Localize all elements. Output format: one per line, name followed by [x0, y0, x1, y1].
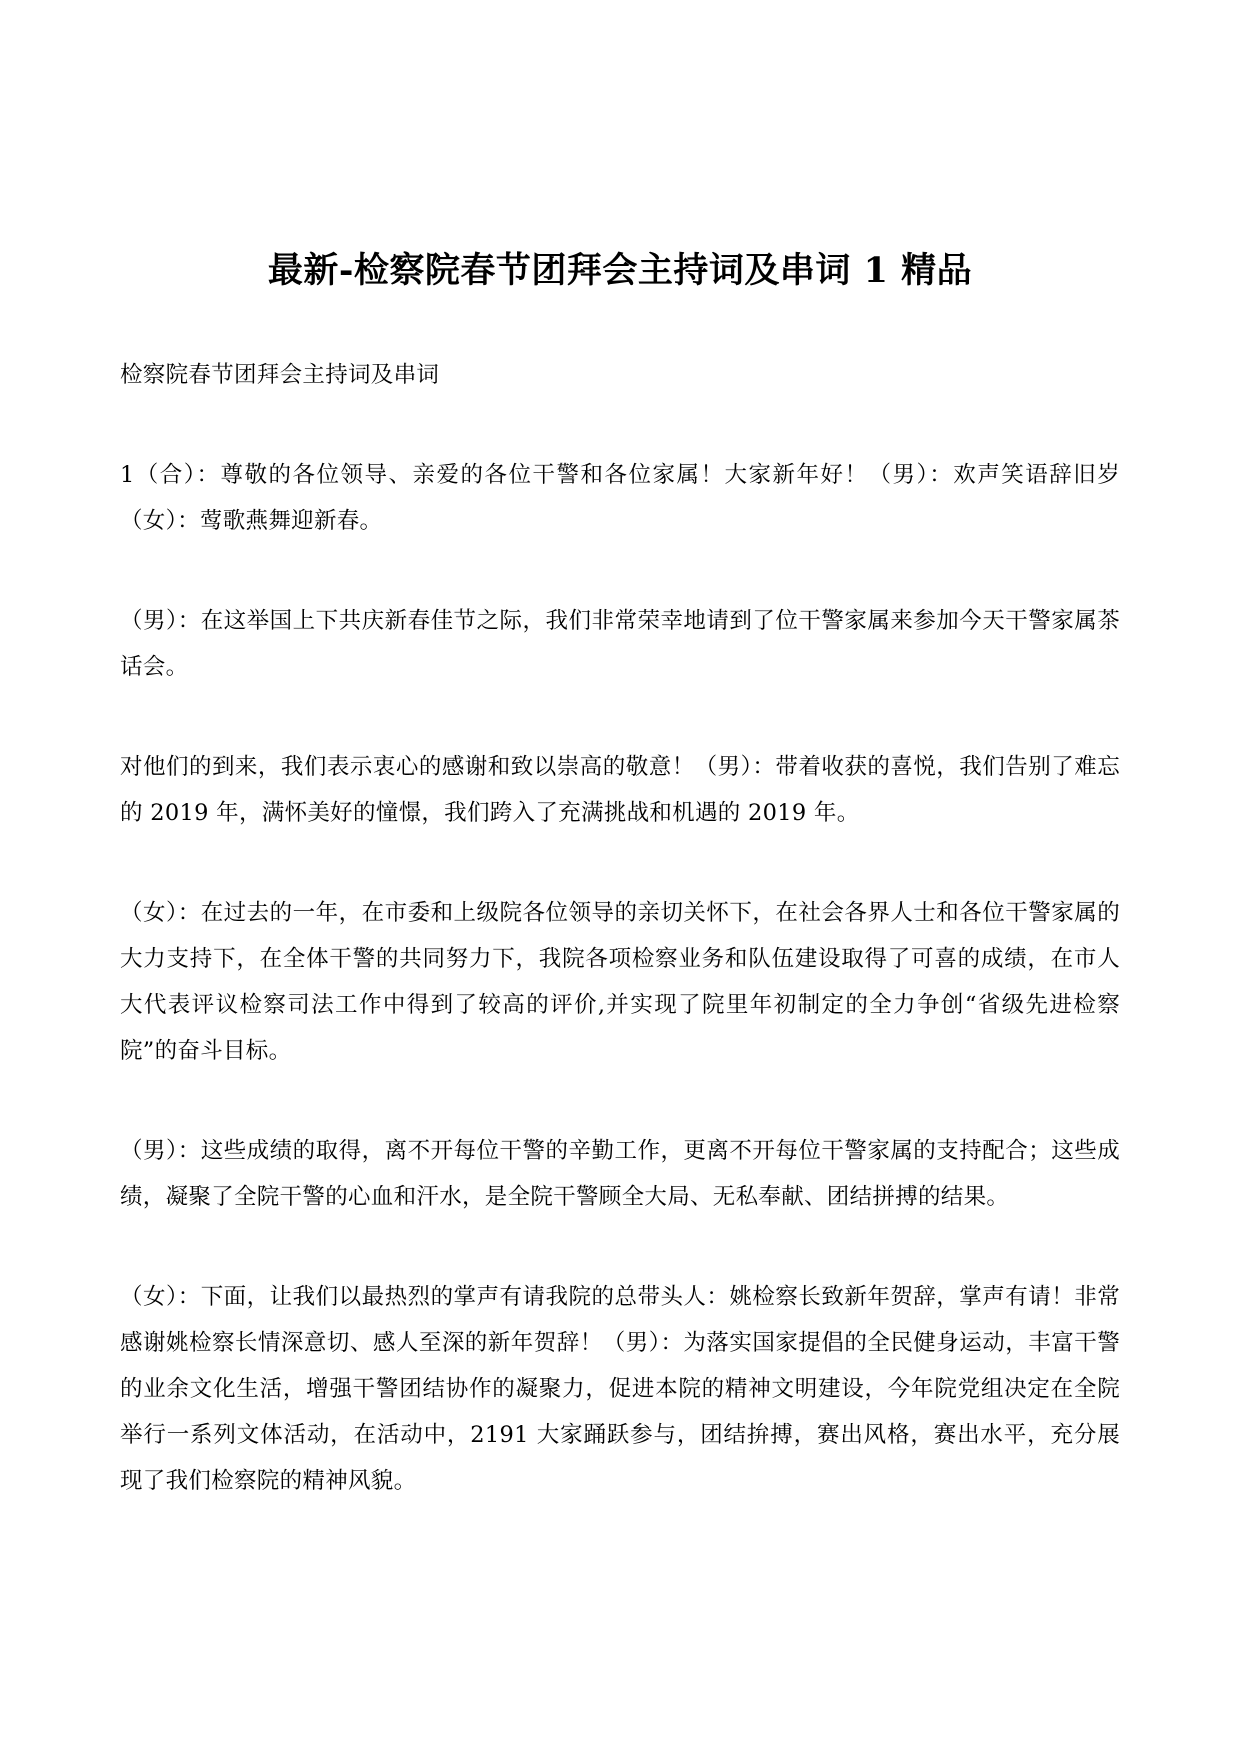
- paragraph-5: （男）：这些成绩的取得，离不开每位干警的辛勤工作，更离不开每位干警家属的支持配合；这些成绩，凝聚了全院干警的心血和汗水，是全院干警顾全大局、无私奉献、团结拼搏的结果。: [120, 1138, 1120, 1210]
- document-title: 最新-检察院春节团拜会主持词及串词 1 精品: [267, 250, 973, 292]
- paragraph-3: 对他们的到来，我们表示衷心的感谢和致以崇高的敬意！（男）：带着收获的喜悦，我们告别了难忘的 2019 年，满怀美好的憧憬，我们跨入了充满挑战和机遇的 2019 年。: [120, 754, 1120, 826]
- paragraph-1: 1（合）：尊敬的各位领导、亲爱的各位干警和各位家属！大家新年好！（男）：欢声笑语辞旧岁（女）：莺歌燕舞迎新春。: [120, 462, 1120, 534]
- document-subtitle: 检察院春节团拜会主持词及串词: [120, 362, 440, 388]
- paragraph-2: （男）：在这举国上下共庆新春佳节之际，我们非常荣幸地请到了位干警家属来参加今天干警家属茶话会。: [120, 608, 1120, 680]
- paragraph-4: （女）：在过去的一年，在市委和上级院各位领导的亲切关怀下，在社会各界人士和各位干警家属的大力支持下，在全体干警的共同努力下，我院各项检察业务和队伍建设取得了可喜的成绩，在市人大代表评议检察司法工作中得到了较高的评价,并实现了院里年初制定的全力争创“省级先进检察院”的奋斗目标。: [120, 900, 1120, 1064]
- paragraph-6: （女）：下面，让我们以最热烈的掌声有请我院的总带头人：姚检察长致新年贺辞，掌声有请！非常感谢姚检察长情深意切、感人至深的新年贺辞！（男）：为落实国家提倡的全民健身运动，丰富干警的业余文化生活，增强干警团结协作的凝聚力，促进本院的精神文明建设，今年院党组决定在全院举行一系列文体活动，在活动中，2191 大家踊跃参与，团结拚搏，赛出风格，赛出水平，充分展现了我们检察院的精神风貌。: [120, 1284, 1120, 1494]
- document-body: [120, 352, 1120, 1558]
